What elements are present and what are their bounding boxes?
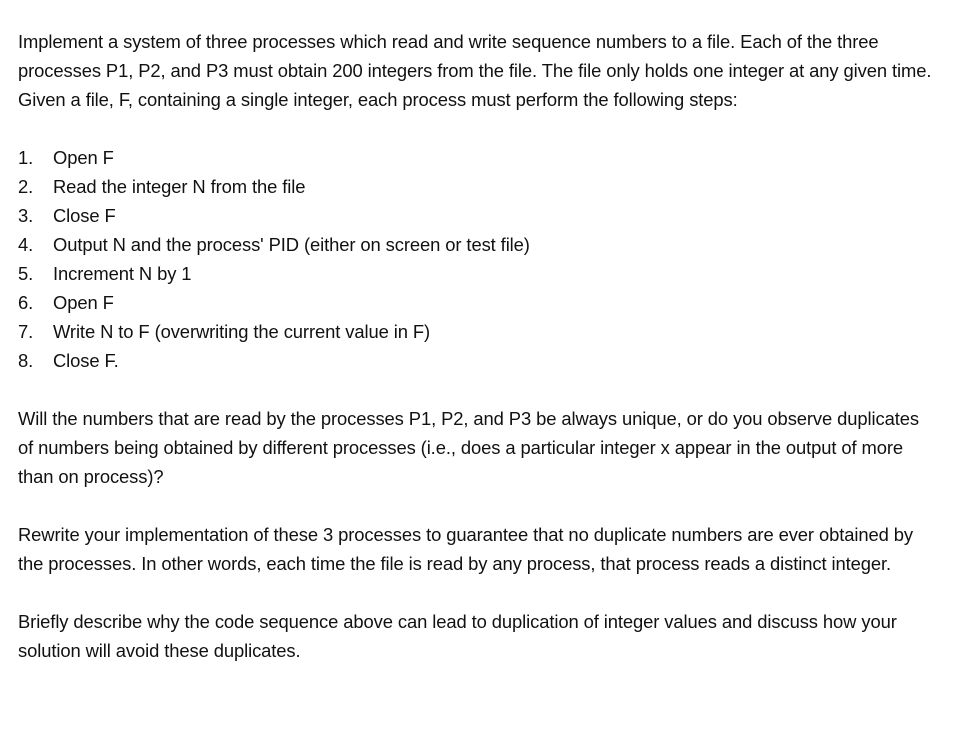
step-item — [18, 172, 938, 201]
question-rewrite: Rewrite your implementation of these 3 processes to guarantee that no duplicate numbers are ever obtained by the processes. In other words, each time the file is read by any process, that process reads a distinct integer. — [18, 524, 913, 574]
question-uniqueness: Will the numbers that are read by the processes P1, P2, and P3 be always unique, or do you observe duplicates of numbers being obtained by different processes (i.e., does a particular integer x appear in the output of more than on process)? — [18, 408, 919, 487]
step-number: 2. — [18, 176, 34, 197]
step-number: 3. — [18, 205, 34, 226]
step-number: 7. — [18, 321, 34, 342]
step-number: 4. — [18, 234, 34, 255]
steps-list — [18, 143, 938, 375]
step-item — [18, 317, 938, 346]
step-item — [18, 288, 938, 317]
question-explain: Briefly describe why the code sequence above can lead to duplication of integer values and discuss how your solution will avoid these duplicates. — [18, 611, 897, 661]
step-text: Close F. — [53, 350, 119, 371]
assignment-document — [18, 27, 938, 665]
step-number: 8. — [18, 350, 34, 371]
step-item — [18, 230, 938, 259]
step-text: Write N to F (overwriting the current value in F) — [53, 321, 430, 342]
step-item — [18, 143, 938, 172]
step-text: Open F — [53, 147, 114, 168]
step-number: 5. — [18, 263, 34, 284]
step-number: 1. — [18, 147, 34, 168]
step-item — [18, 259, 938, 288]
intro-paragraph: Implement a system of three processes which read and write sequence numbers to a file. Each of the three processes P1, P2, and P3 must obtain 200 integers from the file. The file only holds one integer at any given time. Given a file, F, containing a single integer, each process must perform the following steps: — [18, 31, 932, 110]
step-item — [18, 201, 938, 230]
spacer — [18, 578, 938, 607]
spacer — [18, 114, 938, 143]
step-number: 6. — [18, 292, 34, 313]
step-text: Output N and the process' PID (either on screen or test file) — [53, 234, 530, 255]
spacer — [18, 375, 938, 404]
step-text: Open F — [53, 292, 114, 313]
spacer — [18, 491, 938, 520]
step-text: Close F — [53, 205, 116, 226]
step-text: Read the integer N from the file — [53, 176, 306, 197]
step-item — [18, 346, 938, 375]
step-text: Increment N by 1 — [53, 263, 192, 284]
